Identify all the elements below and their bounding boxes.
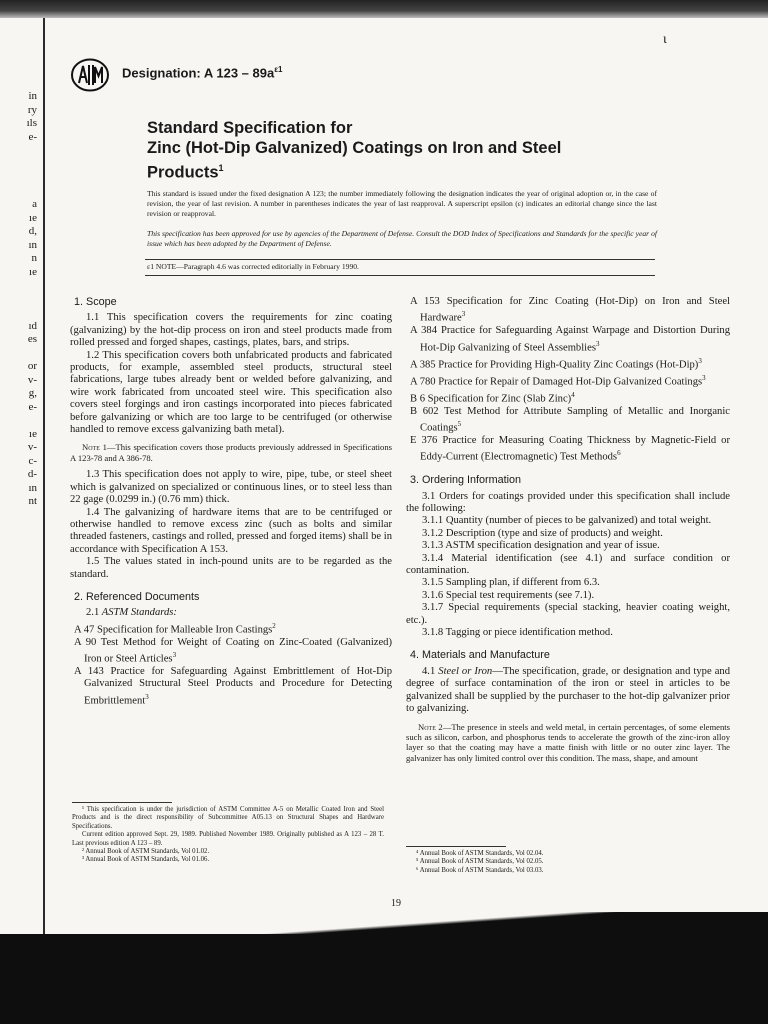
- reference-item: A 153 Specification for Zinc Coating (Hot-Dip) on Iron and Steel Hardware$^3$: [410, 296, 730, 324]
- ordering-item: 3.1.8 Tagging or piece identification method.: [422, 627, 613, 639]
- note-1: Note 1—This specification covers those products previously addressed in Specifications A 123-78 and A 386-78.: [70, 442, 392, 463]
- section-heading-references: 2. Referenced Documents: [74, 590, 200, 603]
- footnote: ³ Annual Book of ASTM Standards, Vol 01.06.: [82, 856, 210, 864]
- paragraph-1-2: 1.2 This specification covers both unfabricated products and fabricated products, for example, assembled steel products, structural steel fabrications, large tubes already bent or welded before galvanizing, and wire work fabricated from uncoated steel wire. This specification also covers steel forgings and iron castings incorporated into pieces fabricated before galvanizing or which are too large to be centrifuged (or otherwise handled to remove excess galvanizing bath metal).: [70, 349, 392, 436]
- ordering-item: 3.1.3 ASTM specification designation and year of issue.: [422, 540, 660, 552]
- title-line-3: Products$^1$: [147, 163, 224, 182]
- rule-bottom: [145, 275, 655, 276]
- footnote: ² Annual Book of ASTM Standards, Vol 01.02.: [82, 848, 210, 856]
- spine-fragment: ın: [28, 238, 37, 251]
- spine-fragment: ıe: [29, 265, 37, 278]
- section-heading-scope: 1. Scope: [74, 296, 117, 308]
- footnotes-right: [406, 850, 726, 875]
- spine-fragment: ry: [27, 103, 37, 116]
- spine-fragment: or: [27, 360, 37, 372]
- spine-fragment: [0, 171, 40, 185]
- reference-item: B 602 Test Method for Attribute Sampling of Metallic and Inorganic Coatings$^5$: [410, 405, 730, 434]
- ordering-item: 3.1.5 Sampling plan, if different from 6.3.: [422, 577, 600, 589]
- page-number: 19: [391, 898, 401, 909]
- reference-item: A 47 Specification for Malleable Iron Castings$^2$: [74, 621, 276, 636]
- reference-item: A 90 Test Method for Weight of Coating on Zinc-Coated (Galvanized) Iron or Steel Articles$^3$: [74, 636, 392, 665]
- spine-fragment: v-: [27, 441, 37, 453]
- right-column: [406, 296, 730, 769]
- spine-fragment: c-: [28, 454, 37, 467]
- astm-logo-icon: [70, 58, 110, 92]
- footnote: ¹ This specification is under the jurisdiction of ASTM Committee A-5 on Metallic Coated Iron and Steel Products and is the direct responsibility of Subcommittee A05.13 on Structural Shapes and Hardware Specifications.: [72, 806, 384, 830]
- title-line-1: Standard Specification for: [147, 119, 353, 137]
- spine-fragment: [0, 414, 40, 428]
- left-column: [70, 296, 392, 708]
- reference-item: A 385 Practice for Providing High-Quality Zinc Coatings $(Hot-Dip)^3$: [410, 356, 702, 371]
- paragraph-1-3: 1.3 This specification does not apply to wire, pipe, tube, or steel sheet which is galvanized on specialized or continuous lines, or to steel less than 22 gage (0.0299 in.) (0.76 mm) thick.: [70, 469, 392, 506]
- spine-fragment: in: [28, 90, 37, 102]
- reference-item: E 376 Practice for Measuring Coating Thickness by Magnetic-Field or Eddy-Current (Electromagnetic) Test Methods$^6$: [410, 434, 730, 463]
- paragraph-1-5: 1.5 The values stated in inch-pound units are to be regarded as the standard.: [70, 556, 392, 580]
- spine-fragment: d,: [28, 225, 37, 237]
- spine-fragment: d-: [27, 468, 37, 480]
- spine-fragment: e-: [28, 400, 37, 413]
- spine-fragment: ıe: [29, 427, 37, 440]
- spine-fragment: nt: [28, 495, 37, 507]
- designation: Designation: A $123 - 89a^{\varepsilon 1}$: [122, 65, 283, 81]
- gutter-line: [43, 18, 45, 948]
- subsection-2-1: 2.1 ASTM Standards:: [86, 607, 177, 619]
- spine-fragment: ıd: [28, 319, 37, 332]
- paragraph-1-1: 1.1 This specification covers the requirements for zinc coating (galvanizing) by the hot-dip process on iron and steel products made from rolled pressed and forged shapes, castings, plates, bars, and strips.: [70, 312, 392, 349]
- ordering-items: [406, 515, 730, 639]
- corner-mark: ι: [663, 32, 667, 47]
- spine-fragment: [0, 158, 40, 172]
- spine-fragment: es: [27, 333, 37, 345]
- ordering-item: 3.1.4 Material identification (see 4.1) and surface condition or contamination.: [406, 552, 730, 577]
- spine-fragment: [0, 347, 40, 361]
- footnote-rule-left: [72, 802, 172, 803]
- scan-bottom-edge: [0, 934, 768, 1024]
- spine-fragment: [0, 293, 40, 307]
- scan-top-edge: [0, 0, 768, 18]
- spine-fragment: [0, 185, 40, 199]
- document-title: [147, 118, 667, 183]
- standard-issue-note: This standard is issued under the fixed designation A 123; the number immediately following the designation indicates the year of original adoption or, in the case of revision, the year of last revision. A number in parentheses indicates the year of last reapproval. A superscript epsilon (ε) indicates an editorial change since the last revision or reapproval.: [147, 189, 657, 218]
- spine-fragment: e-: [28, 130, 37, 143]
- editorial-note: ε1 NOTE—Paragraph 4.6 was corrected editorially in February 1990.: [147, 262, 359, 271]
- spine-fragment: n: [31, 252, 37, 264]
- ordering-item: 3.1.7 Special requirements (special stacking, heavier coating weight, etc.).: [406, 602, 730, 626]
- section-heading-materials: 4. Materials and Manufacture: [410, 649, 550, 662]
- spine-fragment: [0, 144, 40, 158]
- adjacent-page-fragments: [0, 90, 40, 509]
- spine-fragment: ıe: [29, 211, 37, 224]
- ordering-item: 3.1.1 Quantity (number of pieces to be galvanized) and total weight.: [422, 515, 712, 527]
- footnote: ⁶ Annual Book of ASTM Standards, Vol 03.03.: [416, 866, 544, 874]
- ordering-item: 3.1.6 Special test requirements (see 7.1).: [422, 589, 595, 601]
- reference-item: A 143 Practice for Safeguarding Against Embrittlement of Hot-Dip Galvanized Structural Steel Products and Procedure for Detecting Embrittlement$^3$: [74, 666, 392, 707]
- reference-list-right: [406, 296, 730, 464]
- footnote: ⁴ Annual Book of ASTM Standards, Vol 02.04.: [416, 850, 544, 857]
- spine-fragment: a: [32, 198, 37, 210]
- paragraph-4-1: 4.1 Steel or Iron—The specification, grade, or designation and type and degree of surface contamination of the iron or steel in articles to be galvanized shall be supplied by the purchaser to the hot-dip galvanizer prior to galvanizing.: [406, 665, 731, 715]
- reference-item: A 780 Practice for Repair of Damaged Hot-Dip Galvanized Coatings$^3$: [410, 373, 706, 388]
- spine-fragment: [0, 279, 40, 293]
- section-heading-ordering: 3. Ordering Information: [410, 474, 522, 487]
- reference-item: B 6 Specification for Zinc (Slab Zinc)$^4$: [410, 390, 575, 405]
- paragraph-3-1: 3.1 Orders for coatings provided under this specification shall include the following:: [406, 490, 730, 514]
- spine-fragment: v-: [27, 373, 37, 386]
- spine-fragment: g,: [28, 387, 37, 399]
- reference-item: A 384 Practice for Safeguarding Against Warpage and Distortion During Hot-Dip Galvanizing of Steel Assemblies$^3$: [410, 325, 730, 354]
- footnotes-left: [72, 806, 384, 865]
- footnote: Current edition approved Sept. 29, 1989. Published November 1989. Originally published as A 123 – 28 T. Last previous edition A 123 – 89.: [72, 831, 384, 847]
- spine-fragment: ıls: [26, 117, 37, 129]
- footnote-rule-right: [406, 846, 506, 847]
- ordering-item: 3.1.2 Description (type and size of products) and weight.: [422, 527, 663, 539]
- paragraph-1-4: 1.4 The galvanizing of hardware items that are to be centrifuged or otherwise handled to remove excess zinc (such as bolts and similar threaded fasteners, castings and rolled, pressed and forged items) shall be in accordance with Specification A 153.: [70, 506, 392, 555]
- rule-top: [145, 259, 655, 260]
- spine-fragment: ın: [28, 481, 37, 494]
- reference-list-left: [70, 620, 392, 708]
- dod-note: This specification has been approved for use by agencies of the Department of Defense. Consult the DOD Index of Specifications and Standards for the specific year of issue which has been adopted by the Department of Defense.: [147, 229, 657, 248]
- footnote: ⁵ Annual Book of ASTM Standards, Vol 02.05.: [416, 858, 544, 866]
- note-2: Note 2—The presence in steels and weld metal, in certain percentages, of some elements such as silicon, carbon, and phosphorus tends to accelerate the growth of the zinc-iron alloy layer so that the coating may have a matte finish with little or no outer zinc layer. The galvanizer has only limited control over this condition. The mass, shape, and amount: [406, 721, 730, 763]
- title-line-2: Zinc (Hot-Dip Galvanized) Coatings on Iron and Steel: [147, 139, 562, 157]
- spine-fragment: [0, 306, 40, 320]
